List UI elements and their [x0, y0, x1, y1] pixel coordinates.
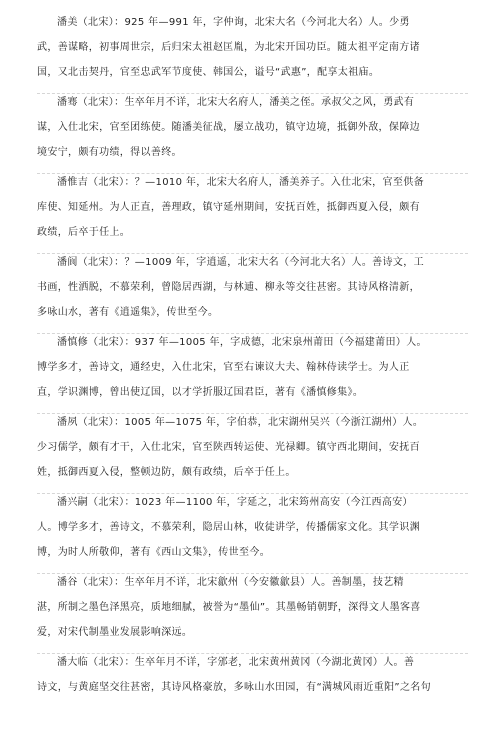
text-line: 爱，对宋代制墨业发展影响深远。	[37, 627, 193, 638]
entry-pan-weiji	[37, 174, 468, 254]
text-line: 潘惟吉（北宋）：？—1010 年，北宋大名府人，潘美养子。入仕北宋，官至供备	[57, 177, 424, 188]
text-line: 潘大临（北宋）：生卒年月不详，字邠老，北宋黄州黄冈（今湖北黄冈）人。善	[57, 657, 415, 668]
text-line: 潘阆（北宋）：？—1009 年，字逍遥，北宋大名（今河北大名）人。善诗文，工	[57, 257, 424, 268]
text-line: 潘慎修（北宋）：937 年—1005 年，字成德，北宋泉州莆田（今福建莆田）人。	[57, 337, 427, 348]
text-line: 潘骞（北宋）：生卒年月不详，北宋大名府人，潘美之侄。承叔父之风，勇武有	[57, 97, 415, 108]
text-line: 武，善谋略，初事周世宗，后归宋太祖赵匡胤，为北宋开国功臣。随太祖平定南方诸	[37, 42, 420, 53]
text-line: 诗文，与黄庭坚交往甚密，其诗风格豪放，多咏山水田园，有“满城风雨近重阳”之名句	[37, 682, 432, 693]
entry-pan-su	[37, 414, 468, 494]
entry-pan-lang	[37, 254, 468, 334]
entry-pan-dalin	[37, 654, 468, 734]
text-line: 少习儒学，颇有才干，入仕北宋，官至陕西转运使、光禄卿。镇守西北期间，安抚百	[37, 442, 420, 453]
text-line: 库使、知延州。为人正直，善理政，镇守延州期间，安抚百姓，抵御西夏入侵，颇有	[37, 202, 420, 213]
text-line: 国，又北击契丹，官至忠武军节度使、韩国公，谥号“武惠”，配享太祖庙。	[37, 67, 380, 78]
text-line: 直，学识渊博，曾出使辽国，以才学折服辽国君臣，著有《潘慎修集》。	[37, 387, 364, 398]
entry-pan-shenxiu	[37, 334, 468, 414]
entry-pan-qian	[37, 94, 468, 174]
text-line: 谋，入仕北宋，官至团练使。随潘美征战，屡立战功，镇守边境，抵御外敌，保障边	[37, 122, 420, 133]
text-line: 潘谷（北宋）：生卒年月不详，北宋歙州（今安徽歙县）人。善制墨，技艺精	[57, 577, 404, 588]
text-line: 境安宁，颇有功绩，得以善终。	[37, 147, 182, 158]
entry-pan-xingsi	[37, 494, 468, 574]
text-line: 博，为时人所敬仰，著有《西山文集》，传世至今。	[37, 547, 271, 558]
entry-pan-gu	[37, 574, 468, 654]
text-line: 多咏山水，著有《逍遥集》，传世至今。	[37, 307, 219, 318]
text-line: 博学多才，善诗文，通经史，入仕北宋，官至右谏议大夫、翰林侍读学士。为人正	[37, 362, 410, 373]
text-line: 书画，性洒脱，不慕荣利，曾隐居西湖，与林逋、柳永等交往甚密。其诗风格清新，	[37, 282, 420, 293]
text-line: 姓，抵御西夏入侵，整顿边防，颇有政绩，后卒于任上。	[37, 467, 296, 478]
text-line: 政绩，后卒于任上。	[37, 227, 131, 238]
entry-pan-mei	[37, 14, 468, 94]
text-line: 潘兴嗣（北宋）：1023 年—1100 年，字延之，北宋筠州高安（今江西高安）	[57, 497, 413, 508]
text-line: 人。博学多才，善诗文，不慕荣利，隐居山林，收徒讲学，传播儒家文化。其学识渊	[37, 522, 420, 533]
text-line: 潘美（北宋）：925 年—991 年，字仲询，北宋大名（今河北大名）人。少勇	[57, 17, 410, 28]
text-line: 潘夙（北宋）：1005 年—1075 年，字伯恭，北宋湖州吴兴（今浙江湖州）人。	[57, 417, 424, 428]
text-line: 湛，所制之墨色泽黑亮，质地细腻，被誉为“墨仙”。其墨畅销朝野，深得文人墨客喜	[37, 602, 421, 613]
